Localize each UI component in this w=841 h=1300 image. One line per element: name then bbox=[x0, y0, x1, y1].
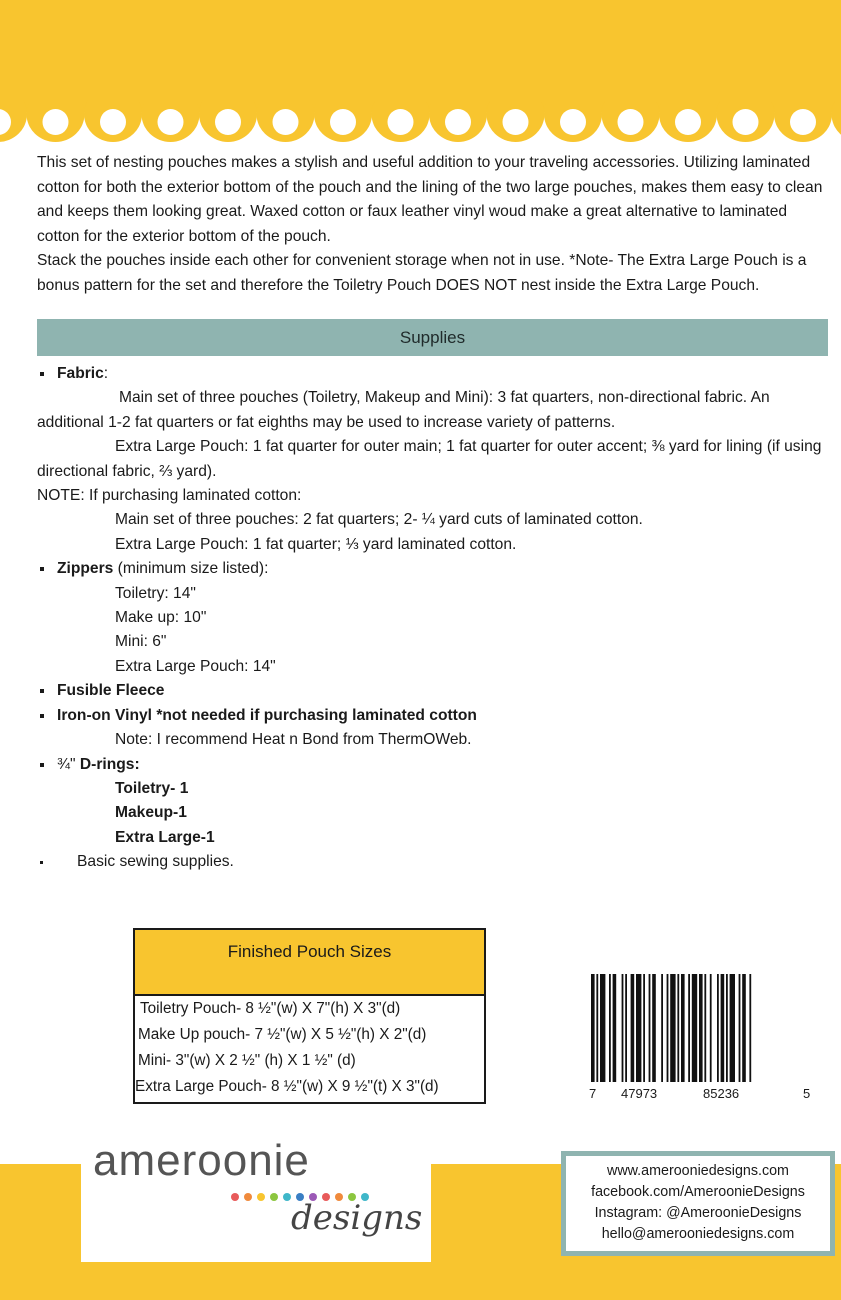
contact-inner bbox=[566, 1156, 830, 1251]
bullet-icon bbox=[40, 689, 44, 693]
barcode-bar bbox=[681, 974, 685, 1082]
basic-item bbox=[37, 850, 827, 874]
size-toiletry: Toiletry Pouch- 8 ½"(w) X 7"(h) X 3"(d) bbox=[140, 1000, 401, 1017]
barcode-bar bbox=[692, 974, 697, 1082]
fabric-label: Fabric bbox=[57, 365, 104, 382]
scallop-hole bbox=[560, 109, 586, 135]
dring-xl: Extra Large-1 bbox=[115, 828, 215, 846]
finished-sizes-list bbox=[135, 996, 484, 1100]
barcode-bar bbox=[710, 974, 712, 1082]
finished-sizes-box bbox=[133, 928, 486, 1104]
intro-paragraph-1: This set of nesting pouches makes a stylish and useful addition to your traveling accessories. Utilizing laminated cotton for both the exterior bottom of the pouch and the lining of the two large pouches, makes them easy to clean and keeps them looking great. Waxed cotton or faux leather vinyl woud make a great alternative to laminated cotton for the exterior bottom of the pouch. bbox=[37, 154, 823, 245]
vinyl-item bbox=[37, 704, 827, 728]
fleece-label: Fusible Fleece bbox=[57, 682, 165, 700]
finished-sizes-heading: Finished Pouch Sizes bbox=[135, 930, 484, 996]
scallop-hole bbox=[100, 109, 126, 135]
contact-email[interactable]: hello@amerooniedesigns.com bbox=[601, 1226, 795, 1242]
barcode-bar bbox=[591, 974, 595, 1082]
barcode bbox=[577, 974, 814, 1102]
zipper-mini: Mini: 6" bbox=[115, 633, 167, 651]
zipper-xl: Extra Large Pouch: 14" bbox=[115, 657, 276, 675]
barcode-bar bbox=[677, 974, 679, 1082]
zippers-item bbox=[37, 557, 827, 581]
barcode-bar bbox=[688, 974, 690, 1082]
ameroonie-logo bbox=[81, 1130, 431, 1262]
zipper-toiletry: Toiletry: 14" bbox=[115, 584, 196, 602]
size-mini: Mini- 3"(w) X 2 ½" (h) X 1 ½" (d) bbox=[138, 1052, 356, 1069]
logo-dot bbox=[231, 1193, 239, 1201]
fabric-colon: : bbox=[103, 365, 109, 382]
intro-paragraph-2: Stack the pouches inside each other for convenient storage when not in use. *Note- The Extra Large Pouch is a bonus pattern for the set and therefore the Toiletry Pouch DOES NOT nest inside the Extra Large Pouch. bbox=[37, 252, 807, 294]
barcode-bar bbox=[631, 974, 635, 1082]
fleece-item bbox=[37, 679, 827, 703]
barcode-bar bbox=[622, 974, 624, 1082]
supplies-heading: Supplies bbox=[37, 319, 828, 356]
barcode-bar bbox=[643, 974, 645, 1082]
scallop-hole bbox=[445, 109, 471, 135]
barcode-digit-4: 5 bbox=[803, 1086, 811, 1101]
scallop-hole bbox=[330, 109, 356, 135]
drings-item bbox=[37, 753, 827, 777]
barcode-bar bbox=[726, 974, 728, 1082]
scallop-hole bbox=[503, 109, 529, 135]
barcode-bar bbox=[652, 974, 656, 1082]
top-yellow-band bbox=[0, 0, 841, 112]
barcode-digit-1: 7 bbox=[589, 1086, 597, 1101]
bullet-icon bbox=[40, 714, 44, 718]
scallop-hole bbox=[733, 109, 759, 135]
logo-script: designs bbox=[291, 1198, 423, 1238]
barcode-bar bbox=[670, 974, 675, 1082]
zippers-note: (minimum size listed): bbox=[113, 560, 269, 578]
fabric-item bbox=[37, 362, 827, 386]
scallop-border bbox=[0, 100, 841, 150]
scallop-hole bbox=[215, 109, 241, 135]
basic-label: Basic sewing supplies. bbox=[77, 853, 234, 871]
barcode-bar bbox=[717, 974, 719, 1082]
logo-dot bbox=[283, 1193, 291, 1201]
scallop-hole bbox=[273, 109, 299, 135]
barcode-bar bbox=[721, 974, 725, 1082]
scallop-hole bbox=[43, 109, 69, 135]
barcode-bar bbox=[636, 974, 641, 1082]
barcode-bar bbox=[596, 974, 598, 1082]
dring-toiletry: Toiletry- 1 bbox=[115, 779, 189, 797]
barcode-digits-2: 47973 bbox=[621, 1086, 658, 1101]
fabric-xl: Extra Large Pouch: 1 fat quarter for outer main; 1 fat quarter for outer accent; ⅜ yard for lining (if using directional fabric, ⅔ yard). bbox=[37, 438, 822, 480]
bullet-icon bbox=[40, 763, 44, 767]
barcode-bar bbox=[739, 974, 741, 1082]
scallop-hole bbox=[158, 109, 184, 135]
zippers-label: Zippers bbox=[57, 560, 114, 578]
barcode-bar bbox=[625, 974, 627, 1082]
drings-size: ¾" bbox=[57, 755, 80, 773]
intro-text bbox=[37, 151, 827, 299]
scallop bbox=[832, 100, 841, 142]
logo-wordmark: ameroonie bbox=[93, 1136, 310, 1185]
scallop-hole bbox=[790, 109, 816, 135]
contact-instagram[interactable]: Instagram: @AmeroonieDesigns bbox=[594, 1205, 802, 1221]
logo-dot bbox=[270, 1193, 278, 1201]
bullet-icon bbox=[40, 567, 44, 571]
barcode-bar bbox=[699, 974, 703, 1082]
bullet-icon bbox=[40, 372, 44, 376]
bullet-icon bbox=[40, 861, 43, 864]
logo-dot bbox=[244, 1193, 252, 1201]
barcode-bar bbox=[730, 974, 735, 1082]
barcode-bar bbox=[600, 974, 605, 1082]
vinyl-label: Iron-on Vinyl *not needed if purchasing laminated cotton bbox=[57, 706, 477, 724]
zipper-makeup: Make up: 10" bbox=[115, 609, 207, 627]
size-xl: Extra Large Pouch- 8 ½"(w) X 9 ½"(t) X 3"(d) bbox=[135, 1078, 439, 1095]
barcode-bar bbox=[661, 974, 663, 1082]
note-main: Main set of three pouches: 2 fat quarters; 2- ¼ yard cuts of laminated cotton. bbox=[115, 511, 643, 529]
scallop-hole bbox=[675, 109, 701, 135]
barcode-bars bbox=[591, 974, 801, 1082]
logo-dot bbox=[257, 1193, 265, 1201]
dring-makeup: Makeup-1 bbox=[115, 804, 187, 822]
vinyl-note: Note: I recommend Heat n Bond from ThermOWeb. bbox=[115, 731, 472, 749]
barcode-bar bbox=[667, 974, 669, 1082]
contact-website[interactable]: www.amerooniedesigns.com bbox=[607, 1163, 789, 1179]
barcode-bar bbox=[609, 974, 611, 1082]
scallop-hole bbox=[388, 109, 414, 135]
barcode-digits-3: 85236 bbox=[703, 1086, 740, 1101]
supplies-list bbox=[37, 362, 827, 875]
fabric-main: Main set of three pouches (Toiletry, Makeup and Mini): 3 fat quarters, non-directional fabric. An additional 1-2 fat quarters or fat eighths may be used to increase variety of patterns. bbox=[37, 389, 770, 431]
contact-facebook[interactable]: facebook.com/AmeroonieDesigns bbox=[591, 1184, 805, 1200]
drings-label: D-rings: bbox=[79, 755, 140, 773]
barcode-bar bbox=[749, 974, 751, 1082]
contact-box bbox=[561, 1151, 835, 1256]
barcode-bar bbox=[742, 974, 746, 1082]
note-xl: Extra Large Pouch: 1 fat quarter; ⅓ yard laminated cotton. bbox=[115, 535, 517, 553]
scallop-hole bbox=[618, 109, 644, 135]
barcode-bar bbox=[704, 974, 706, 1082]
barcode-bar bbox=[613, 974, 617, 1082]
size-makeup: Make Up pouch- 7 ½"(w) X 5 ½"(h) X 2"(d) bbox=[138, 1026, 427, 1043]
barcode-bar bbox=[649, 974, 651, 1082]
note-label: NOTE: If purchasing laminated cotton: bbox=[37, 487, 302, 505]
